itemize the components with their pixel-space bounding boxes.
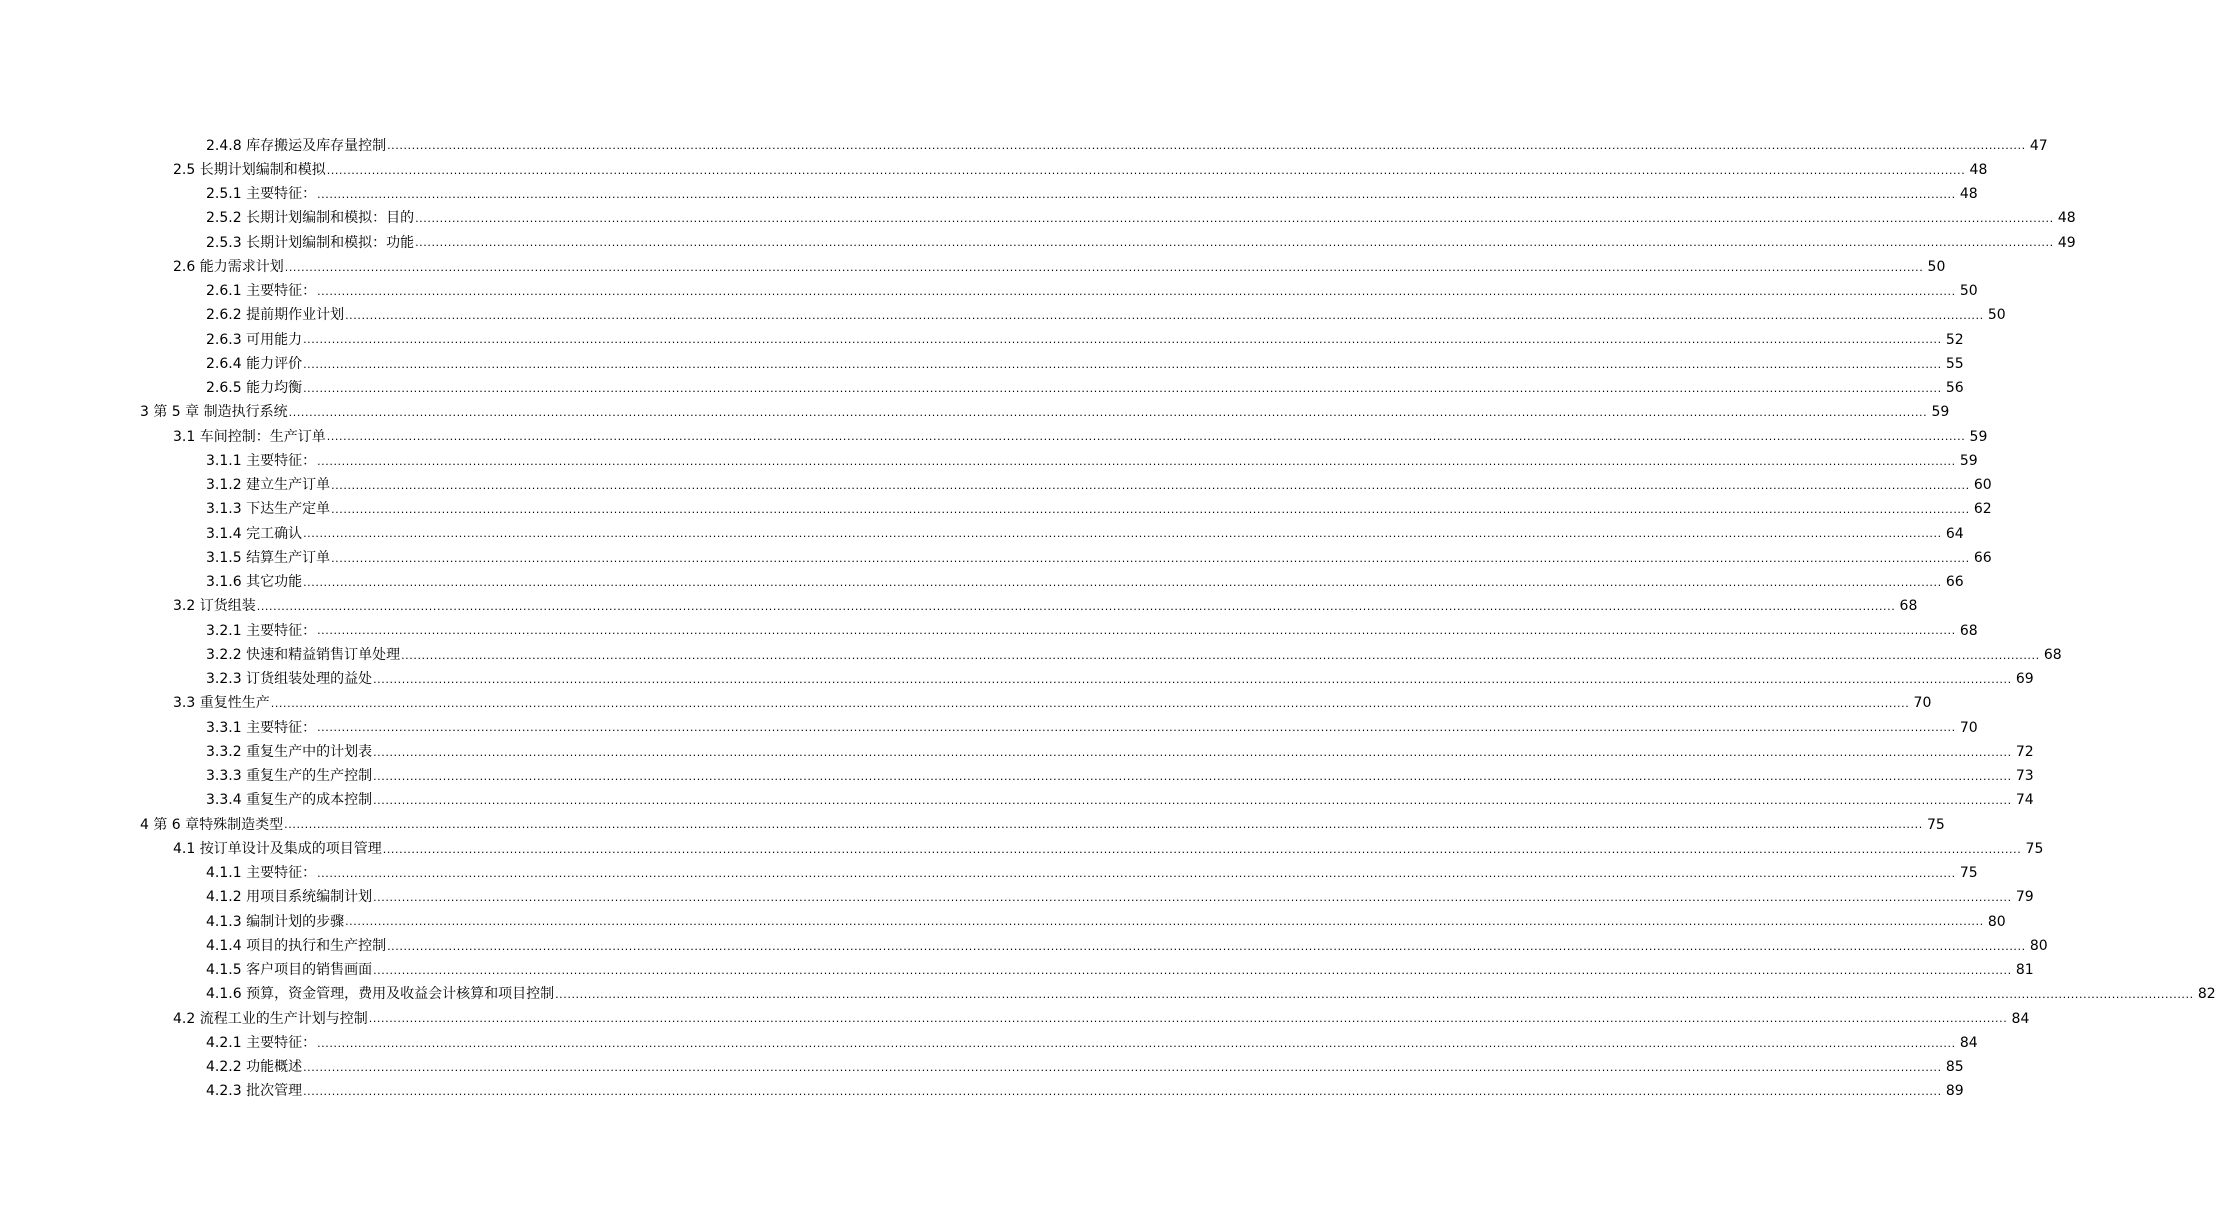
toc-entry[interactable] <box>206 886 2034 910</box>
toc-entry-title: 3.3.1 主要特征： <box>206 719 317 736</box>
toc-entry-title: 3.1.3 下达生产定单 <box>206 501 331 518</box>
toc-entry-page-number: 47 <box>2029 137 2048 154</box>
toc-entry-title: 3.2.2 快速和精益销售订单处理 <box>206 646 401 663</box>
dot-leader: ................................................................................................................................................................................................................................................................................................................................................................................................................ <box>303 575 1942 589</box>
toc-entry-title: 2.6.4 能力评价 <box>206 355 303 372</box>
toc-entry[interactable] <box>206 716 1978 740</box>
dot-leader: ................................................................................................................................................................................................................................................................................................................................................................................................................ <box>387 139 2026 153</box>
toc-entry-title: 4.2.3 批次管理 <box>206 1083 303 1100</box>
dot-leader: ................................................................................................................................................................................................................................................................................................................................................................................................................ <box>382 842 2022 856</box>
toc-entry[interactable] <box>206 934 2048 958</box>
dot-leader: ................................................................................................................................................................................................................................................................................................................................................................................................................ <box>326 430 1966 444</box>
dot-leader: ................................................................................................................................................................................................................................................................................................................................................................................................................ <box>555 988 2194 1001</box>
toc-entry[interactable] <box>206 377 1964 401</box>
toc-entry-title: 2.6.1 主要特征： <box>206 283 317 300</box>
toc-entry[interactable] <box>206 740 2034 764</box>
toc-entry[interactable] <box>173 255 1946 279</box>
dot-leader: ................................................................................................................................................................................................................................................................................................................................................................................................................ <box>331 503 1970 516</box>
toc-entry-title: 3 第 5 章 制造执行系统 <box>140 404 288 421</box>
toc-entry-page-number: 50 <box>1927 258 1946 275</box>
toc-entry-page-number: 66 <box>1973 549 1992 566</box>
toc-entry-title: 4.1.6 预算，资金管理，费用及收益会计核算和项目控制 <box>206 986 555 1003</box>
toc-entry-page-number: 75 <box>1926 816 1945 833</box>
toc-entry-title: 2.6.5 能力均衡 <box>206 380 303 397</box>
toc-entry-title: 3.1.4 完工确认 <box>206 525 303 542</box>
toc-entry[interactable] <box>206 1031 1978 1055</box>
toc-entry[interactable] <box>173 158 1988 182</box>
toc-entry-page-number: 50 <box>1987 307 2006 324</box>
toc-entry[interactable] <box>206 546 1992 570</box>
dot-leader: ................................................................................................................................................................................................................................................................................................................................................................................................................ <box>368 1012 2008 1026</box>
dot-leader: ................................................................................................................................................................................................................................................................................................................................................................................................................ <box>326 163 1966 177</box>
toc-entry[interactable] <box>206 183 1978 207</box>
toc-entry[interactable] <box>206 328 1964 352</box>
toc-entry[interactable] <box>206 910 2006 934</box>
dot-leader: ................................................................................................................................................................................................................................................................................................................................................................................................................ <box>373 963 2012 977</box>
toc-entry[interactable] <box>206 789 2034 813</box>
toc-entry-title: 2.6.3 可用能力 <box>206 331 303 348</box>
dot-leader: ................................................................................................................................................................................................................................................................................................................................................................................................................ <box>373 769 2012 783</box>
toc-entry-page-number: 59 <box>1969 428 1988 445</box>
toc-entry-page-number: 68 <box>1899 598 1918 615</box>
toc-entry[interactable] <box>206 474 1992 498</box>
dot-leader: ................................................................................................................................................................................................................................................................................................................................................................................................................ <box>373 745 2012 759</box>
toc-entry-title: 4.1.3 编制计划的步骤 <box>206 913 345 930</box>
dot-leader: ................................................................................................................................................................................................................................................................................................................................................................................................................ <box>415 212 2054 225</box>
toc-entry[interactable] <box>173 425 1988 449</box>
toc-entry[interactable] <box>206 983 2216 1007</box>
toc-entry-title: 4.2.1 主要特征： <box>206 1034 317 1051</box>
toc-entry-title: 3.1 车间控制：生产订单 <box>173 428 326 445</box>
dot-leader: ................................................................................................................................................................................................................................................................................................................................................................................................................ <box>415 236 2054 250</box>
toc-entry-page-number: 66 <box>1945 574 1964 591</box>
toc-entry-title: 4.1.1 主要特征： <box>206 865 317 882</box>
dot-leader: ................................................................................................................................................................................................................................................................................................................................................................................................................ <box>345 915 1984 929</box>
dot-leader: ................................................................................................................................................................................................................................................................................................................................................................................................................ <box>373 891 2012 904</box>
toc-entry-page-number: 85 <box>1945 1059 1964 1076</box>
toc-entry[interactable] <box>206 280 1978 304</box>
toc-entry-page-number: 74 <box>2015 792 2034 809</box>
toc-entry[interactable] <box>206 231 2076 255</box>
toc-entry-page-number: 49 <box>2057 234 2076 251</box>
toc-entry-page-number: 80 <box>2029 937 2048 954</box>
dot-leader: ................................................................................................................................................................................................................................................................................................................................................................................................................ <box>317 866 1956 880</box>
toc-entry-title: 3.3.3 重复生产的生产控制 <box>206 768 373 785</box>
toc-entry-title: 2.5.3 长期计划编制和模拟：功能 <box>206 234 415 251</box>
toc-entry-page-number: 75 <box>2025 840 2044 857</box>
toc-entry-page-number: 59 <box>1959 452 1978 469</box>
toc-entry-title: 3.1.1 主要特征： <box>206 452 317 469</box>
toc-entry-page-number: 73 <box>2015 768 2034 785</box>
dot-leader: ................................................................................................................................................................................................................................................................................................................................................................................................................ <box>303 527 1942 541</box>
toc-entry[interactable] <box>206 498 1992 522</box>
dot-leader: ................................................................................................................................................................................................................................................................................................................................................................................................................ <box>303 1085 1942 1098</box>
toc-entry-title: 3.2.1 主要特征： <box>206 622 317 639</box>
toc-entry-page-number: 50 <box>1959 283 1978 300</box>
toc-entry-title: 4.1 按订单设计及集成的项目管理 <box>173 840 382 857</box>
toc-entry[interactable] <box>206 207 2076 231</box>
toc-entry-title: 2.5.1 主要特征： <box>206 186 317 203</box>
toc-entry[interactable] <box>206 449 1978 473</box>
toc-entry-title: 3.3.2 重复生产中的计划表 <box>206 743 373 760</box>
toc-entry-title: 4.2.2 功能概述 <box>206 1059 303 1076</box>
toc-entry[interactable] <box>206 643 2062 667</box>
toc-entry-page-number: 70 <box>1959 719 1978 736</box>
toc-entry[interactable] <box>206 571 1964 595</box>
toc-entry-page-number: 75 <box>1959 865 1978 882</box>
dot-leader: ................................................................................................................................................................................................................................................................................................................................................................................................................ <box>317 624 1956 638</box>
dot-leader: ................................................................................................................................................................................................................................................................................................................................................................................................................ <box>373 794 2012 807</box>
toc-entry[interactable] <box>206 668 2034 692</box>
toc-entry-page-number: 81 <box>2015 962 2034 979</box>
toc-entry[interactable] <box>173 837 2044 861</box>
toc-entry[interactable] <box>206 522 1964 546</box>
toc-entry-title: 2.5 长期计划编制和模拟 <box>173 161 326 178</box>
toc-entry-title: 4.2 流程工业的生产计划与控制 <box>173 1010 368 1027</box>
toc-entry-page-number: 48 <box>2057 210 2076 227</box>
dot-leader: ................................................................................................................................................................................................................................................................................................................................................................................................................ <box>317 1036 1956 1050</box>
dot-leader: ................................................................................................................................................................................................................................................................................................................................................................................................................ <box>303 333 1942 347</box>
toc-entry[interactable] <box>206 304 2006 328</box>
toc-entry-page-number: 72 <box>2015 743 2034 760</box>
toc-entry-page-number: 64 <box>1945 525 1964 542</box>
dot-leader: ................................................................................................................................................................................................................................................................................................................................................................................................................ <box>317 721 1956 735</box>
dot-leader: ................................................................................................................................................................................................................................................................................................................................................................................................................ <box>284 260 1924 274</box>
dot-leader: ................................................................................................................................................................................................................................................................................................................................................................................................................ <box>317 284 1956 298</box>
toc-entry[interactable] <box>206 619 1978 643</box>
dot-leader: ................................................................................................................................................................................................................................................................................................................................................................................................................ <box>387 939 2026 953</box>
toc-entry[interactable] <box>206 862 1978 886</box>
toc-entry-page-number: 56 <box>1945 380 1964 397</box>
dot-leader: ................................................................................................................................................................................................................................................................................................................................................................................................................ <box>373 672 2012 686</box>
dot-leader: ................................................................................................................................................................................................................................................................................................................................................................................................................ <box>256 600 1896 613</box>
toc-entry[interactable] <box>173 1007 2030 1031</box>
toc-entry-title: 2.4.8 库存搬运及库存量控制 <box>206 137 387 154</box>
toc-entry[interactable] <box>206 1080 1964 1104</box>
toc-entry-title: 4.1.4 项目的执行和生产控制 <box>206 937 387 954</box>
toc-entry-title: 3.2 订货组装 <box>173 598 256 615</box>
toc-entry-page-number: 62 <box>1973 501 1992 518</box>
toc-entry-page-number: 79 <box>2015 889 2034 906</box>
toc-entry-page-number: 48 <box>1969 161 1988 178</box>
toc-entry-page-number: 68 <box>1959 622 1978 639</box>
toc-entry[interactable] <box>173 692 1932 716</box>
toc-entry-title: 3.3 重复性生产 <box>173 695 270 712</box>
dot-leader: ................................................................................................................................................................................................................................................................................................................................................................................................................ <box>270 697 1910 710</box>
toc-entry[interactable] <box>140 401 1950 425</box>
toc-entry-page-number: 60 <box>1973 477 1992 494</box>
toc-entry-title: 4.1.5 客户项目的销售画面 <box>206 962 373 979</box>
toc-entry-page-number: 69 <box>2015 671 2034 688</box>
toc-entry-title: 3.3.4 重复生产的成本控制 <box>206 792 373 809</box>
toc-entry-page-number: 52 <box>1945 331 1964 348</box>
toc-entry[interactable] <box>173 595 1918 619</box>
toc-entry-title: 2.6 能力需求计划 <box>173 258 284 275</box>
toc-entry-page-number: 82 <box>2197 986 2216 1003</box>
dot-leader: ................................................................................................................................................................................................................................................................................................................................................................................................................ <box>288 406 1928 419</box>
toc-entry-page-number: 68 <box>2043 646 2062 663</box>
dot-leader: ................................................................................................................................................................................................................................................................................................................................................................................................................ <box>303 381 1942 395</box>
toc-entry[interactable] <box>206 765 2034 789</box>
toc-entry-title: 4.1.2 用项目系统编制计划 <box>206 889 373 906</box>
toc-entry-page-number: 80 <box>1987 913 2006 930</box>
dot-leader: ................................................................................................................................................................................................................................................................................................................................................................................................................ <box>284 818 1923 832</box>
toc-entry-title: 2.6.2 提前期作业计划 <box>206 307 345 324</box>
toc-entry-title: 3.1.5 结算生产订单 <box>206 549 331 566</box>
toc-entry-page-number: 84 <box>1959 1034 1978 1051</box>
dot-leader: ................................................................................................................................................................................................................................................................................................................................................................................................................ <box>303 1060 1942 1074</box>
toc-entry[interactable] <box>206 352 1964 376</box>
toc-entry-page-number: 48 <box>1959 186 1978 203</box>
toc-entry-page-number: 84 <box>2011 1010 2030 1027</box>
toc-entry-title: 4 第 6 章特殊制造类型 <box>140 816 284 833</box>
toc-entry[interactable] <box>206 1056 1964 1080</box>
toc-entry-title: 3.1.6 其它功能 <box>206 574 303 591</box>
toc-entry-title: 3.1.2 建立生产订单 <box>206 477 331 494</box>
toc-entry-page-number: 70 <box>1913 695 1932 712</box>
toc-entry-page-number: 55 <box>1945 355 1964 372</box>
dot-leader: ................................................................................................................................................................................................................................................................................................................................................................................................................ <box>345 309 1984 322</box>
dot-leader: ................................................................................................................................................................................................................................................................................................................................................................................................................ <box>331 478 1970 492</box>
dot-leader: ................................................................................................................................................................................................................................................................................................................................................................................................................ <box>317 454 1956 468</box>
toc-entry-title: 2.5.2 长期计划编制和模拟：目的 <box>206 210 415 227</box>
table-of-contents <box>0 134 2216 1104</box>
dot-leader: ................................................................................................................................................................................................................................................................................................................................................................................................................ <box>317 187 1956 201</box>
dot-leader: ................................................................................................................................................................................................................................................................................................................................................................................................................ <box>331 551 1970 565</box>
toc-entry-page-number: 89 <box>1945 1083 1964 1100</box>
toc-entry-page-number: 59 <box>1931 404 1950 421</box>
toc-entry[interactable] <box>206 959 2034 983</box>
toc-entry[interactable] <box>140 813 1945 837</box>
dot-leader: ................................................................................................................................................................................................................................................................................................................................................................................................................ <box>303 357 1942 371</box>
toc-entry-title: 3.2.3 订货组装处理的益处 <box>206 671 373 688</box>
toc-entry[interactable] <box>206 134 2048 158</box>
dot-leader: ................................................................................................................................................................................................................................................................................................................................................................................................................ <box>401 648 2040 662</box>
